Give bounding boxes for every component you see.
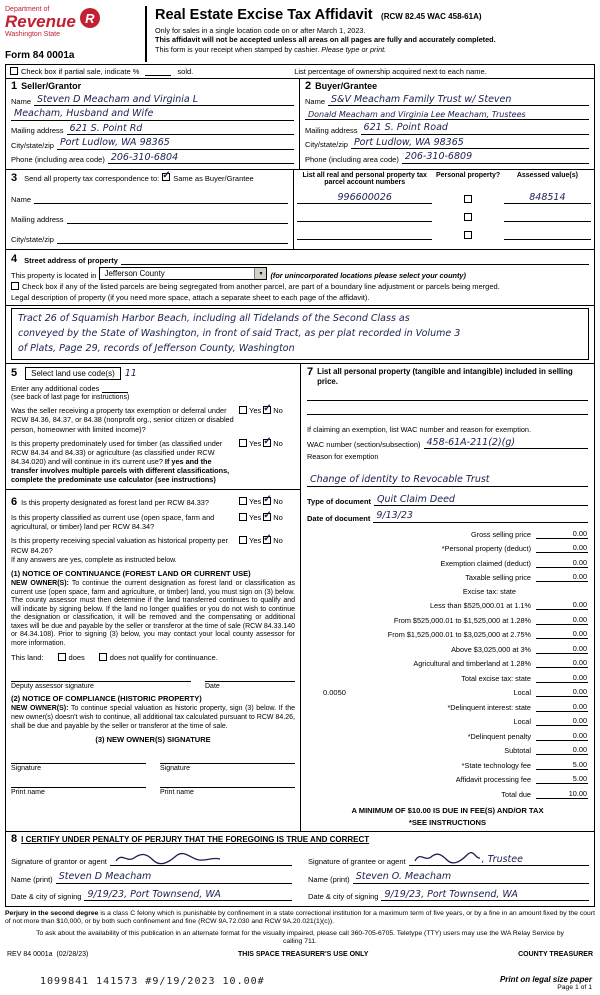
section-2-buyer (300, 79, 594, 169)
partial-percent-field[interactable] (145, 67, 171, 76)
deputy-assessor-label: Deputy assessor signature (11, 683, 94, 691)
section-4-property-location (6, 250, 594, 306)
parcel-row-1 (297, 192, 591, 204)
seller-city-value: Port Ludlow, WA 98365 (59, 137, 170, 149)
assessed-value-field-3[interactable] (504, 228, 591, 240)
deputy-date-field[interactable] (205, 672, 295, 690)
current-use-question-text: Is this property classified as current use (open space, farm and agricultural, or timber) land per RCW 84.34? (11, 513, 215, 532)
deputy-date-label: Date (205, 683, 220, 691)
tax-row (307, 789, 588, 799)
tax-row-label: Subtotal (504, 746, 531, 756)
s6-q3-yes-label: Yes (249, 536, 262, 546)
department-of-text: Department of (5, 6, 50, 13)
legal-description-line-2: conveyed by the State of Washington, in front of said Tract, as per plat recorded in Volume 3 (18, 327, 461, 339)
s6-q2-no-label: No (273, 513, 283, 523)
notice-continuance-body: NEW OWNER(S): To continue the current designation as forest land or classification as current use (open space, farm and agriculture, or timber) land, you must sign on (3) below. The county assessor must then determine if the land transferred continues to qualify and will indicate by signing below. If the land no longer qualifies or you do not wish to continue the designation or classification, it will be removed and the compensating or additional taxes will be due and payable by the seller or transferor at the time of sale (RCW 84.33.140 or 84.34.108). Prior to signing (3) below, you may contact your local county assessor for more information. (11, 580, 295, 647)
date-of-document-value: 9/13/23 (376, 510, 413, 522)
date-of-document-label: Date of document (307, 513, 371, 523)
county-treasurer-label: COUNTY TREASURER (518, 950, 593, 958)
grantor-date-city-label: Date & city of signing (11, 891, 82, 901)
buyer-mailing-value: 621 S. Point Road (363, 122, 448, 134)
this-land-label: This land: (11, 653, 44, 663)
tax-amount: 0.00 (536, 543, 588, 553)
wac-number-field[interactable] (424, 438, 588, 449)
tax-row-label: From $525,000.01 to $1,525,000 at 1.28% (393, 615, 531, 625)
tax-amount: 10.00 (536, 789, 588, 799)
note-single-location: Only for sales in a single location code on or after March 1, 2023. (155, 26, 366, 35)
treasurer-space-label: THIS SPACE TREASURER'S USE ONLY (238, 950, 369, 958)
assessed-value-header: Assessed value(s) (516, 172, 578, 180)
seller-phone-label: Phone (including area code) (11, 155, 105, 165)
corr-city-label: City/state/zip (11, 235, 54, 245)
print-note-block (500, 975, 592, 991)
tax-row-label: Total due (501, 789, 531, 799)
personal-property-header: Personal property? (435, 172, 501, 180)
tax-row-label: Gross selling price (470, 529, 531, 539)
segregated-checkbox[interactable] (11, 282, 19, 290)
county-dropdown[interactable] (99, 267, 267, 280)
tax-row-label: Above $3,025,000 at 3% (451, 644, 531, 654)
agency-block (5, 6, 145, 62)
tax-amount: 0.00 (536, 572, 588, 582)
section-8-certification (6, 832, 594, 906)
buyer-city-value: Port Ludlow, WA 98365 (353, 136, 464, 148)
notice-compliance-body: NEW OWNER(S): To continue special valuation as historic property, sign (3) below. If the new owner(s) doesn't wish to continue, all additional tax calculated pursuant to RCW 84.26, shall be due and payable by the seller or transferor at the time of sale. (11, 705, 295, 730)
partial-sale-checkbox[interactable] (10, 67, 18, 75)
s5-q1-yes-checkbox[interactable] (239, 406, 247, 414)
seller-grantor-title: Seller/Grantor (21, 81, 82, 91)
page-number: Page 1 of 1 (557, 984, 592, 991)
personal-property-checkbox-1[interactable] (464, 195, 472, 203)
section-5-land-use (11, 367, 295, 484)
notice-compliance-title: (2) NOTICE OF COMPLIANCE (HISTORIC PROPERTY) (11, 694, 202, 704)
tax-amount: 0.00 (536, 745, 588, 755)
left-column (6, 364, 301, 831)
correspondence-intro: Send all property tax correspondence to: (24, 174, 160, 184)
corr-mailing-label: Mailing address (11, 215, 64, 225)
new-owner-signature-field-2[interactable] (160, 754, 295, 772)
land-use-select[interactable]: Select land use code(s) (25, 367, 121, 380)
type-of-document-field[interactable] (374, 495, 588, 506)
tax-amount: 0.00 (536, 673, 588, 683)
signature-label-1: Signature (11, 765, 41, 773)
s5-q2-no-checkbox[interactable] (263, 439, 271, 447)
tax-row (307, 702, 588, 712)
land-use-code-value: 11 (124, 367, 137, 379)
seller-name-field[interactable] (34, 95, 294, 106)
print-name-label-1: Print name (11, 789, 45, 797)
type-of-document-label: Type of document (307, 497, 372, 507)
grantee-name-print-field[interactable] (353, 872, 589, 883)
grantee-signature-suffix: , Trustee (481, 853, 523, 865)
grantee-name-print-value: Steven O. Meacham (355, 871, 452, 883)
tax-row (307, 673, 588, 683)
forest-land-question (11, 497, 295, 508)
tax-row-label: Exemption claimed (deduct) (440, 558, 531, 568)
buyer-city-label: City/state/zip (305, 140, 348, 150)
tax-row (307, 658, 588, 668)
tax-amount: 5.00 (536, 774, 588, 784)
deputy-assessor-signature-field[interactable] (11, 672, 191, 690)
s6-q2-no-checkbox[interactable] (263, 513, 271, 521)
buyer-mailing-label: Mailing address (305, 125, 358, 135)
land-does-not-label: does not qualify for continuance. (109, 653, 218, 663)
legal-description-box[interactable] (6, 306, 594, 364)
section-6-number: 6 (11, 496, 18, 509)
new-owner-signature-field-1[interactable] (11, 754, 146, 772)
s6-q2-yes-label: Yes (249, 513, 262, 523)
grantor-date-city-field[interactable] (84, 890, 292, 901)
land-does-label: does (68, 653, 85, 663)
see-instructions-note: *SEE INSTRUCTIONS (408, 818, 487, 828)
if-yes-note: If any answers are yes, complete as instructed below. (11, 556, 177, 564)
page-title: Real Estate Excise Tax Affidavit (155, 7, 373, 23)
tax-row-label: From $1,525,000.01 to $3,025,000 at 2.75% (387, 630, 531, 640)
print-legal-size-note: Print on legal size paper (499, 975, 592, 984)
parcel-table (294, 170, 594, 249)
s5-q2-yes-label: Yes (249, 438, 262, 448)
form-body (5, 64, 595, 907)
tax-amount: 0.00 (536, 600, 588, 610)
land-does-checkbox[interactable] (58, 653, 66, 661)
seller-mailing-value: 621 S. Point Rd (69, 122, 143, 134)
buyer-name-label: Name (305, 97, 326, 107)
wac-number-value: 458-61A-211(2)(g) (426, 436, 516, 448)
seller-city-field[interactable] (57, 138, 294, 149)
personal-property-checkbox-3[interactable] (464, 231, 472, 239)
form-header (5, 6, 595, 62)
county-note: (for unincorporated locations please select your county) (270, 271, 466, 281)
excise-tax-table (307, 529, 588, 804)
street-address-field[interactable] (121, 254, 589, 265)
section-2-number: 2 (305, 80, 312, 92)
note-type-or-print: Please type or print. (321, 44, 387, 54)
partial-sale-label: Check box if partial sale, indicate % (21, 67, 140, 76)
tax-row (307, 760, 588, 770)
minimum-due-note: A MINIMUM OF $10.00 IS DUE IN FEE(S) AND/OR TAX (351, 806, 544, 816)
forest-land-question-text: Is this property designated as forest land per RCW 84.33? (21, 498, 209, 508)
tax-row-label: Total excise tax: state (461, 673, 531, 683)
grantee-date-city-field[interactable] (381, 890, 589, 901)
parcel-row-2 (297, 210, 591, 222)
grantor-date-city-value: 9/19/23, Port Townsend, WA (87, 888, 221, 900)
tax-amount: 5.00 (536, 760, 588, 770)
s5-q1-yes-label: Yes (249, 406, 262, 416)
tax-row (307, 687, 588, 697)
grantor-signature-label: Signature of grantor or agent (11, 857, 107, 867)
tax-row (307, 629, 588, 639)
section-5-number: 5 (11, 367, 18, 380)
tax-row (307, 774, 588, 784)
s5-q1-no-label: No (273, 406, 283, 416)
s6-q2-yes-checkbox[interactable] (239, 513, 247, 521)
tax-row-label: Excise tax: state (462, 586, 516, 596)
reason-for-exemption-value: Change of identity to Revocable Trust (310, 474, 490, 486)
grantee-signature-label: Signature of grantee or agent (308, 857, 406, 867)
grantee-signature-block (308, 847, 589, 901)
tax-amount: 0.00 (536, 716, 588, 726)
seller-name-value-2: Meacham, Husband and Wife (14, 108, 154, 120)
same-as-buyer-checkbox[interactable] (162, 173, 170, 181)
tax-row-label: Taxable selling price (465, 573, 531, 583)
additional-codes-field[interactable] (102, 384, 128, 393)
tax-amount: 0.00 (536, 615, 588, 625)
footer-row (5, 951, 595, 958)
sold-label: sold. (177, 67, 194, 76)
grantor-name-print-field[interactable] (56, 872, 292, 883)
seller-phone-value: 206-310-6804 (110, 151, 179, 163)
grantor-name-print-label: Name (print) (11, 874, 53, 884)
grantee-date-city-label: Date & city of signing (308, 891, 379, 901)
tax-row (307, 745, 588, 755)
reason-for-exemption-field[interactable] (307, 475, 588, 486)
s5-q2-no-label: No (273, 438, 283, 448)
tax-row-label: *State technology fee (461, 760, 531, 770)
new-owner-print-field-2[interactable] (160, 778, 295, 796)
segregated-note: Check box if any of the listed parcels are being segregated from another parcel, are part of a boundary line adjustment or parcels being merged. (22, 282, 500, 292)
grantee-date-city-value: 9/19/23, Port Townsend, WA (384, 888, 518, 900)
legal-description-label: Legal description of property (if you need more space, attach a separate sheet to each page of the affidavit). (11, 293, 370, 303)
tax-row (307, 600, 588, 610)
timber-agriculture-question-text: Is this property predominately used for timber (as classified under RCW 84.34 and 84.33) or agriculture (as classified under RCW 84.34.020) and will continue in it's current use? If yes and the transfer involves multiple parcels with different classifications, complete the predominate use calculator (see instructions) (11, 438, 230, 485)
personal-property-title: List all personal property (tangible and intangible) included in selling price. (317, 367, 573, 387)
correspondence-row (6, 170, 594, 250)
certify-statement: I CERTIFY UNDER PENALTY OF PERJURY THAT THE FOREGOING IS TRUE AND CORRECT (21, 835, 370, 845)
title-block (145, 6, 595, 62)
wac-number-label: WAC number (section/subsection) (307, 440, 421, 450)
tax-amount: 0.00 (536, 731, 588, 741)
partial-sale-row (6, 65, 594, 79)
alternate-format-note: To ask about the availability of this publication in an alternate format for the visually impaired, please call 360-705-6705. Teletype (TTY) users may use the WA Relay Service by calling 711. (36, 929, 564, 946)
parcel-number-field-1[interactable] (297, 192, 432, 204)
grantee-signature-field[interactable] (409, 850, 589, 866)
seller-name-field-2[interactable] (11, 109, 294, 120)
new-owner-signature-title: (3) NEW OWNER(S) SIGNATURE (95, 735, 211, 745)
land-qualify-row (11, 653, 295, 662)
personal-property-line-1[interactable] (307, 389, 588, 401)
rev-number: REV 84 0001a (02/28/23) (7, 950, 89, 958)
dropdown-arrow-icon[interactable]: ▼ (254, 268, 266, 279)
s6-q1-yes-label: Yes (249, 497, 262, 507)
lower-columns (6, 364, 594, 832)
corr-name-field[interactable] (34, 193, 288, 204)
note-not-accepted: This affidavit will not be accepted unless all areas on all pages are fully and accurately completed. (155, 35, 496, 45)
tax-row (307, 587, 516, 596)
perjury-statement: Perjury in the second degree is a class C felony which is punishable by confinement in a state correctional institution for a maximum term of five years, or by a fine in an amount fixed by the court of not more than $10,000, or by both such confinement and fine (RCW 9A.72.030 and RCW 9A.20.021(1)(c)). (5, 909, 595, 926)
tax-row-label: Local (513, 688, 531, 698)
buyer-city-field[interactable] (351, 138, 589, 149)
s6-q1-no-checkbox[interactable] (263, 497, 271, 505)
reason-for-exemption-label: Reason for exemption (307, 452, 379, 462)
cashier-stamp: 1099841 141573 #9/19/2023 10.00# (40, 976, 265, 987)
section-7-tax-computation (301, 364, 594, 831)
rcw-reference: (RCW 82.45 WAC 458-61A) (381, 12, 482, 21)
tax-row (307, 644, 588, 654)
grantee-signature (412, 850, 482, 865)
parcel-numbers-header: List all real and personal property tax parcel account numbers (302, 172, 427, 187)
seller-city-label: City/state/zip (11, 140, 54, 150)
s6-q1-no-label: No (273, 497, 283, 507)
section-1-number: 1 (11, 80, 18, 92)
personal-property-checkbox-2[interactable] (464, 213, 472, 221)
tax-row-label: Less than $525,000.01 at 1.1% (429, 601, 531, 611)
tax-amount: 0.00 (536, 558, 588, 568)
tax-row-label: Agricultural and timberland at 1.28% (413, 659, 531, 669)
buyer-phone-label: Phone (including area code) (305, 154, 399, 164)
grantor-name-print-value: Steven D Meacham (58, 871, 152, 883)
tax-row (307, 529, 588, 539)
note-receipt-text: This form is your receipt when stamped by cashier. (155, 44, 322, 54)
tax-row-label: *Delinquent penalty (467, 731, 531, 741)
grantor-signature (113, 850, 223, 865)
s6-q1-yes-checkbox[interactable] (239, 497, 247, 505)
buyer-phone-value: 206-310-6809 (404, 151, 473, 163)
tax-row (307, 572, 588, 582)
buyer-name-value: S&V Meacham Family Trust w/ Steven (331, 94, 512, 105)
local-rate-value: 0.0050 (323, 688, 346, 698)
parties-row (6, 79, 594, 170)
parcel-row-3 (297, 228, 591, 240)
exemption-deferral-question-text: Was the seller receiving a property tax exemption or deferral under RCW 84.36, 84.37, or 84.38 (nonprofit org., senior citizen or disabled person, homeowner with limited income)? (11, 406, 234, 434)
buyer-name-field-2[interactable] (305, 109, 589, 120)
see-back-note: (see back of last page for instructions) (11, 394, 130, 402)
grantee-name-print-label: Name (print) (308, 874, 350, 884)
corr-mailing-field[interactable] (67, 213, 289, 224)
tax-row-label: *Delinquent interest: state (447, 702, 531, 712)
buyer-grantee-title: Buyer/Grantee (315, 81, 378, 91)
personal-property-line-2[interactable] (307, 403, 588, 415)
grantor-signature-block (11, 847, 292, 901)
tax-row (307, 543, 588, 553)
buyer-name-field[interactable] (328, 95, 589, 106)
tax-amount: 0.00 (536, 702, 588, 712)
seller-name-label: Name (11, 97, 32, 107)
tax-row (307, 716, 588, 726)
land-does-not-checkbox[interactable] (99, 653, 107, 661)
parcel-number-field-3[interactable] (297, 228, 432, 240)
new-owner-print-field-1[interactable] (11, 778, 146, 796)
section-4-number: 4 (11, 253, 18, 266)
buyer-name-value-2: Donald Meacham and Virginia Lee Meacham, Trustees (308, 109, 526, 119)
seller-mailing-label: Mailing address (11, 126, 64, 136)
section-3-number: 3 (11, 172, 18, 185)
current-use-question (11, 513, 295, 531)
county-selected-value: Jefferson County (104, 269, 165, 279)
timber-agriculture-question (11, 439, 295, 485)
note-receipt (155, 45, 595, 54)
s6-q3-no-label: No (273, 536, 283, 546)
tax-amount: 0.00 (536, 687, 588, 697)
section-1-seller (6, 79, 300, 169)
parcel-number-value: 996600026 (337, 191, 392, 203)
exemption-deferral-question (11, 406, 295, 433)
s5-q1-no-checkbox[interactable] (263, 406, 271, 414)
date-of-document-field[interactable] (373, 511, 588, 522)
s6-q3-no-checkbox[interactable] (263, 536, 271, 544)
tax-amount: 0.00 (536, 644, 588, 654)
seller-name-value: Steven D Meacham and Virginia L (37, 94, 199, 105)
corr-city-field[interactable] (57, 233, 288, 244)
section-6-designations (6, 489, 300, 796)
s6-q3-yes-checkbox[interactable] (239, 536, 247, 544)
same-as-buyer-label: Same as Buyer/Grantee (173, 174, 254, 184)
corr-name-label: Name (11, 195, 32, 205)
seller-mailing-field[interactable] (67, 124, 294, 135)
tax-row (307, 731, 588, 741)
tax-row-label: *Personal property (deduct) (441, 544, 531, 554)
exemption-intro: If claiming an exemption, list WAC number and reason for exemption. (307, 424, 532, 434)
historic-property-question-text: Is this property receiving special valuation as historical property per RCW 84.26? (11, 536, 228, 555)
section-3-correspondence (6, 170, 294, 249)
assessed-value-field-2[interactable] (504, 210, 591, 222)
parcel-number-field-2[interactable] (297, 210, 432, 222)
grantor-signature-field[interactable] (110, 850, 292, 866)
buyer-mailing-field[interactable] (361, 123, 589, 134)
legal-description-line-3: of Plats, Page 29, records of Jefferson County, Washington (18, 342, 295, 354)
notice-continuance-title: (1) NOTICE OF CONTINUANCE (FOREST LAND OR CURRENT USE) (11, 569, 251, 579)
revenue-wordmark: Revenue (5, 12, 76, 31)
tax-row (307, 558, 588, 568)
logo-letter: R (85, 10, 95, 26)
tax-amount: 0.00 (536, 658, 588, 668)
tax-row (307, 615, 588, 625)
buyer-phone-field[interactable] (402, 152, 589, 163)
tax-amount: 0.00 (536, 529, 588, 539)
washington-state-text: Washington State (5, 31, 60, 38)
assessed-value-value: 848514 (529, 191, 566, 203)
ownership-note: List percentage of ownership acquired next to each name. (294, 67, 487, 76)
tax-row-label: Affidavit processing fee (455, 775, 531, 785)
legal-description-line-1: Tract 26 of Squamish Harbor Beach, including all Tidelands of the Second Class as (18, 313, 410, 325)
tax-row-label: Local (513, 717, 531, 727)
revenue-logo-icon (80, 8, 100, 28)
historic-property-question (11, 536, 295, 554)
section-7-number: 7 (307, 366, 314, 379)
type-of-document-value: Quit Claim Deed (377, 493, 455, 505)
signature-label-2: Signature (160, 765, 190, 773)
street-address-label: Street address of property (24, 256, 118, 266)
form-number: Form 84 0001a (5, 50, 75, 61)
tax-amount: 0.00 (536, 629, 588, 639)
s5-q2-yes-checkbox[interactable] (239, 439, 247, 447)
seller-phone-field[interactable] (108, 153, 294, 164)
located-in-label: This property is located in (11, 271, 97, 281)
assessed-value-field-1[interactable] (504, 192, 591, 204)
print-name-label-2: Print name (160, 789, 194, 797)
section-8-number: 8 (11, 833, 18, 846)
additional-codes-label: Enter any additional codes (11, 384, 100, 394)
